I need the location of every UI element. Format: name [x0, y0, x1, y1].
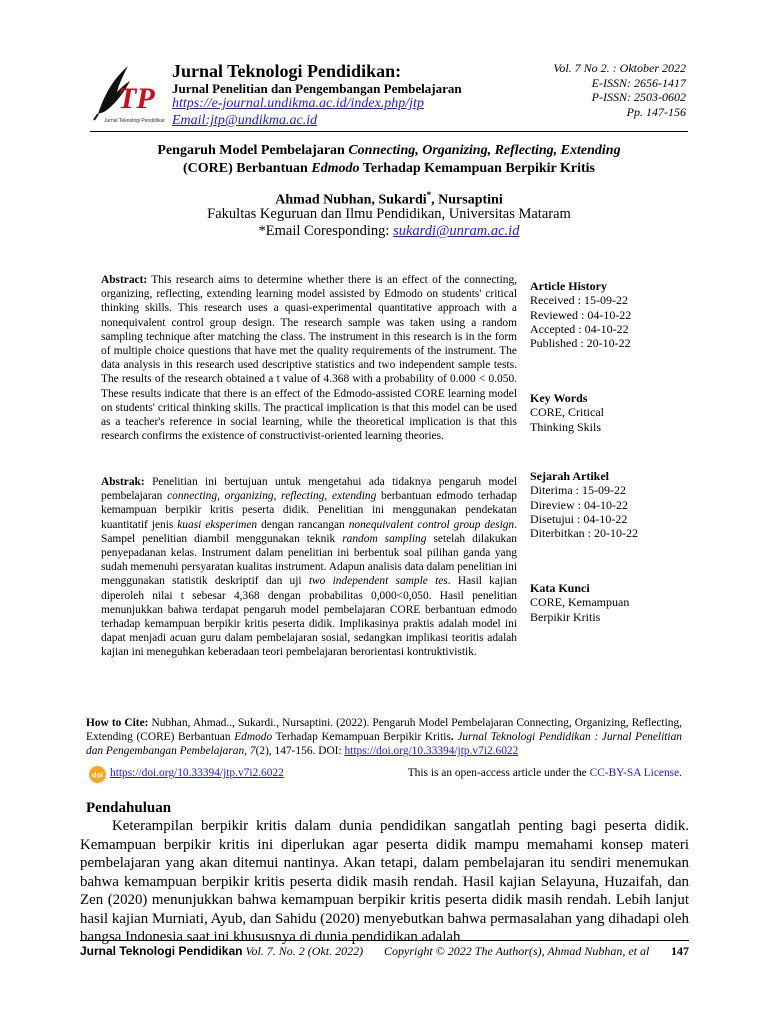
article-history — [530, 279, 670, 350]
abstrak-text: berbantuan edmodo terhadap kemampuan berpikir kritis peserta didik. Penelitian ini menggunakan pendekatan kuantitatif jenis — [101, 490, 517, 531]
sejarah-disetujui: Disetujui : 04-10-22 — [530, 511, 628, 526]
how-to-cite — [86, 716, 682, 759]
cite-label: How to Cite: — [86, 717, 149, 729]
history-reviewed: Reviewed : 04-10-22 — [530, 307, 632, 322]
footer-volume: Vol. 7. No. 2 (Okt. 2022) — [242, 944, 364, 958]
page-footer — [80, 944, 689, 959]
history-published: Published : 20-10-22 — [530, 336, 631, 351]
cite-text: Nubhan, Ahmad.., Sukardi., Nursaptini. (2022). Pengaruh Model Pembelajaran Connecting, Organizing, Reflecting, Extending (CORE) Berbantuan — [86, 717, 682, 744]
doi-link[interactable]: https://doi.org/10.33394/jtp.v7i2.6022 — [110, 767, 284, 779]
title-text: (CORE) Berbantuan — [182, 161, 312, 176]
abstrak-label: Abstrak: — [101, 476, 145, 488]
email-label: *Email Coresponding: — [258, 223, 394, 239]
authors-text: Ahmad Nubhan, Sukardi — [275, 192, 427, 208]
cite-italic: Jurnal Teknologi Pendidikan : Jurnal Penelitian dan Pengembangan Pembelajaran, 7 — [86, 731, 682, 758]
authors-text: , Nursaptini — [431, 192, 503, 208]
license-link[interactable]: CC-BY-SA License — [589, 767, 680, 779]
journal-title: Jurnal Teknologi Pendidikan: — [172, 61, 402, 81]
abstract-text: This research aims to determine whether there is an effect of the connecting, organizing, reflecting, extending learning model assisted by Edmodo on students' critical thinking skills. This research uses a quasi-experimental quantitative approach with a nonequivalent control group design. The research sample was taken using a random sampling technique after matching the class. The instrument in this research is in the form of multiple choice questions that have met the quality requirements of the instrument. The data analysis in this research used descriptive statistics and two independent sample tests. The results of the research obtained a t value of 4.368 with a probability of 0.000 < 0.050. These results indicate that there is an effect of the Edmodo-assisted CORE learning model on students' critical thinking skills. The practical implication is that this model can be used as a teacher's reference in social learning, while the theoretical implication is that this research confirms the existence of constructivist-oriented learning theories. — [101, 274, 517, 443]
footer-copyright: Copyright © 2022 The Author(s), Ahmad Nubhan, et al — [384, 944, 650, 958]
doi-icon — [89, 766, 106, 783]
doi-row — [86, 766, 682, 784]
abstrak-text: dengan rancangan — [257, 518, 349, 531]
license-notice — [408, 767, 682, 779]
author-email-link[interactable]: sukardi@unram.ac.id — [393, 223, 520, 239]
cite-text: (2), 147-156. DOI: — [255, 745, 345, 758]
sejarah-title: Sejarah Artikel — [530, 469, 609, 483]
license-text: . — [679, 767, 682, 779]
abstrak-text: setelah dilakukan penyepadanan kelas. Instrument dalam penelitian ini berbentuk soal pilihan ganda yang sudah memenuhi persyaratan kualitas instrument. Adapun analisis data dalam penelitian ini menggunakan statistik deskriptif dan uji — [101, 532, 517, 588]
cite-text: . — [450, 731, 458, 744]
logo-caption: Jurnal Teknologi Pendidikan — [104, 118, 165, 124]
history-title: Article History — [530, 279, 607, 293]
cite-text: Terhadap Kemampuan Berpikir Kritis — [272, 731, 451, 744]
key-words — [530, 391, 670, 434]
abstrak-italic: connecting, organizing, reflecting, extending — [167, 490, 377, 503]
journal-logo — [90, 62, 165, 126]
title-italic: Connecting, Organizing, Reflecting, Extending — [348, 143, 621, 158]
abstract-indonesian — [101, 475, 517, 660]
page-number: 147 — [671, 944, 689, 958]
title-italic: Edmodo — [311, 161, 360, 176]
keywords-line: CORE, Critical — [530, 405, 604, 420]
sejarah-direview: Direview : 04-10-22 — [530, 497, 628, 512]
logo-text: TP — [118, 82, 155, 115]
meta-volume: Vol. 7 No 2. : Oktober 2022 — [553, 61, 686, 75]
abstrak-text: . Sampel penelitian diambil menggunakan teknik — [101, 518, 517, 545]
corresponding-email — [90, 223, 688, 240]
footer-divider — [80, 940, 689, 941]
abstract-english — [101, 273, 517, 443]
sejarah-diterbitkan: Diterbitkan : 20-10-22 — [530, 526, 638, 541]
journal-meta — [553, 61, 686, 119]
journal-subtitle: Jurnal Penelitian dan Pengembangan Pembelajaran — [172, 81, 462, 96]
affiliation: Fakultas Keguruan dan Ilmu Pendidikan, Universitas Mataram — [207, 206, 571, 222]
abstrak-text: . Hasil kajian diperoleh nilai t sebesar 4,368 dengan probabilitas 0,000<0,050. Hasil penelitian menunjukkan bahwa terdapat pengaruh model pembelajaran CORE berbantuan edmodo terhadap kemampuan berpikir kritis peserta didik. Implikasinya praktis adalah model ini dapat menjadi acuan guru dalam pembelajaran sosial, sedangkan implikasi teoritis adalah kajian ini meneguhkan keberadaan teori pembelajaran berorientasi kontruktivistik. — [101, 575, 518, 659]
keywords-line: Thinking Skils — [530, 419, 602, 434]
abstrak-italic: two independent sample tes — [308, 575, 448, 588]
kata-line: Berpikir Kritis — [530, 609, 601, 624]
sejarah-artikel — [530, 469, 670, 540]
title-text: Pengaruh Model Pembelajaran — [157, 143, 349, 158]
kata-kunci — [530, 581, 670, 624]
abstract-label: Abstract: — [101, 274, 148, 286]
body-paragraph: Keterampilan berpikir kritis dalam dunia pendidikan sangatlah penting bagi peserta didik. Kemampuan berpikir kritis ini diperlukan agar peserta didik mampu memahami konsep materi pembelajaran yang akan ditemui nantinya. Akan tetapi, dalam pembelajaran itu sendiri menemukan bahwa kemampuan berpikir kritis peserta didik masih rendah. Hasil kajian Selayuna, Huzaifah, dan Zen (2020) menunjukkan bahwa kemampuan berpikir kritis peserta didik masih rendah. Lebih lanjut hasil kajian Murniati, Ayub, dan Sahidu (2020) menyebutkan bahwa permasalahan yang dihadapi oleh bangsa Indonesia saat ini khususnya di dunia pendidikan adalah — [80, 818, 689, 945]
abstrak-text: Penelitian ini bertujuan untuk mengetahui ada tidaknya pengaruh model pembelajaran — [101, 476, 517, 503]
doi-icon-text: doi — [91, 770, 104, 780]
abstrak-italic: nonequivalent control group design — [348, 518, 515, 531]
section-title: Pendahuluan — [86, 800, 172, 816]
cite-italic: Edmodo — [234, 731, 273, 744]
abstrak-italic: kuasi eksperimen — [177, 518, 258, 531]
footer-journal: Jurnal Teknologi Pendidikan — [80, 944, 243, 958]
article-title — [90, 142, 688, 178]
meta-pages: Pp. 147-156 — [626, 104, 686, 119]
keywords-title: Key Words — [530, 391, 588, 405]
abstrak-italic: random sampling — [342, 532, 427, 545]
meta-pissn: P-ISSN: 2503-0602 — [591, 90, 686, 105]
corresponding-mark: * — [426, 190, 432, 200]
title-text: Terhadap Kemampuan Berpikir Kritis — [359, 161, 596, 176]
kata-title: Kata Kunci — [530, 581, 590, 595]
sejarah-diterima: Diterima : 15-09-22 — [530, 483, 626, 498]
history-received: Received : 15-09-22 — [530, 293, 628, 308]
history-accepted: Accepted : 04-10-22 — [530, 321, 629, 336]
kata-line: CORE, Kemampuan — [530, 595, 630, 610]
journal-url-link[interactable]: https://e-journal.undikma.ac.id/index.php/jtp — [172, 96, 424, 111]
feather-pen-icon — [90, 62, 165, 126]
meta-eissn: E-ISSN: 2656-1417 — [591, 75, 686, 90]
header-divider — [90, 131, 688, 132]
journal-email-link[interactable]: Email:jtp@undikma.ac.id — [172, 113, 318, 128]
cite-doi-link[interactable]: https://doi.org/10.33394/jtp.v7i2.6022 — [344, 745, 519, 758]
license-text: This is an open-access article under the — [407, 767, 590, 779]
